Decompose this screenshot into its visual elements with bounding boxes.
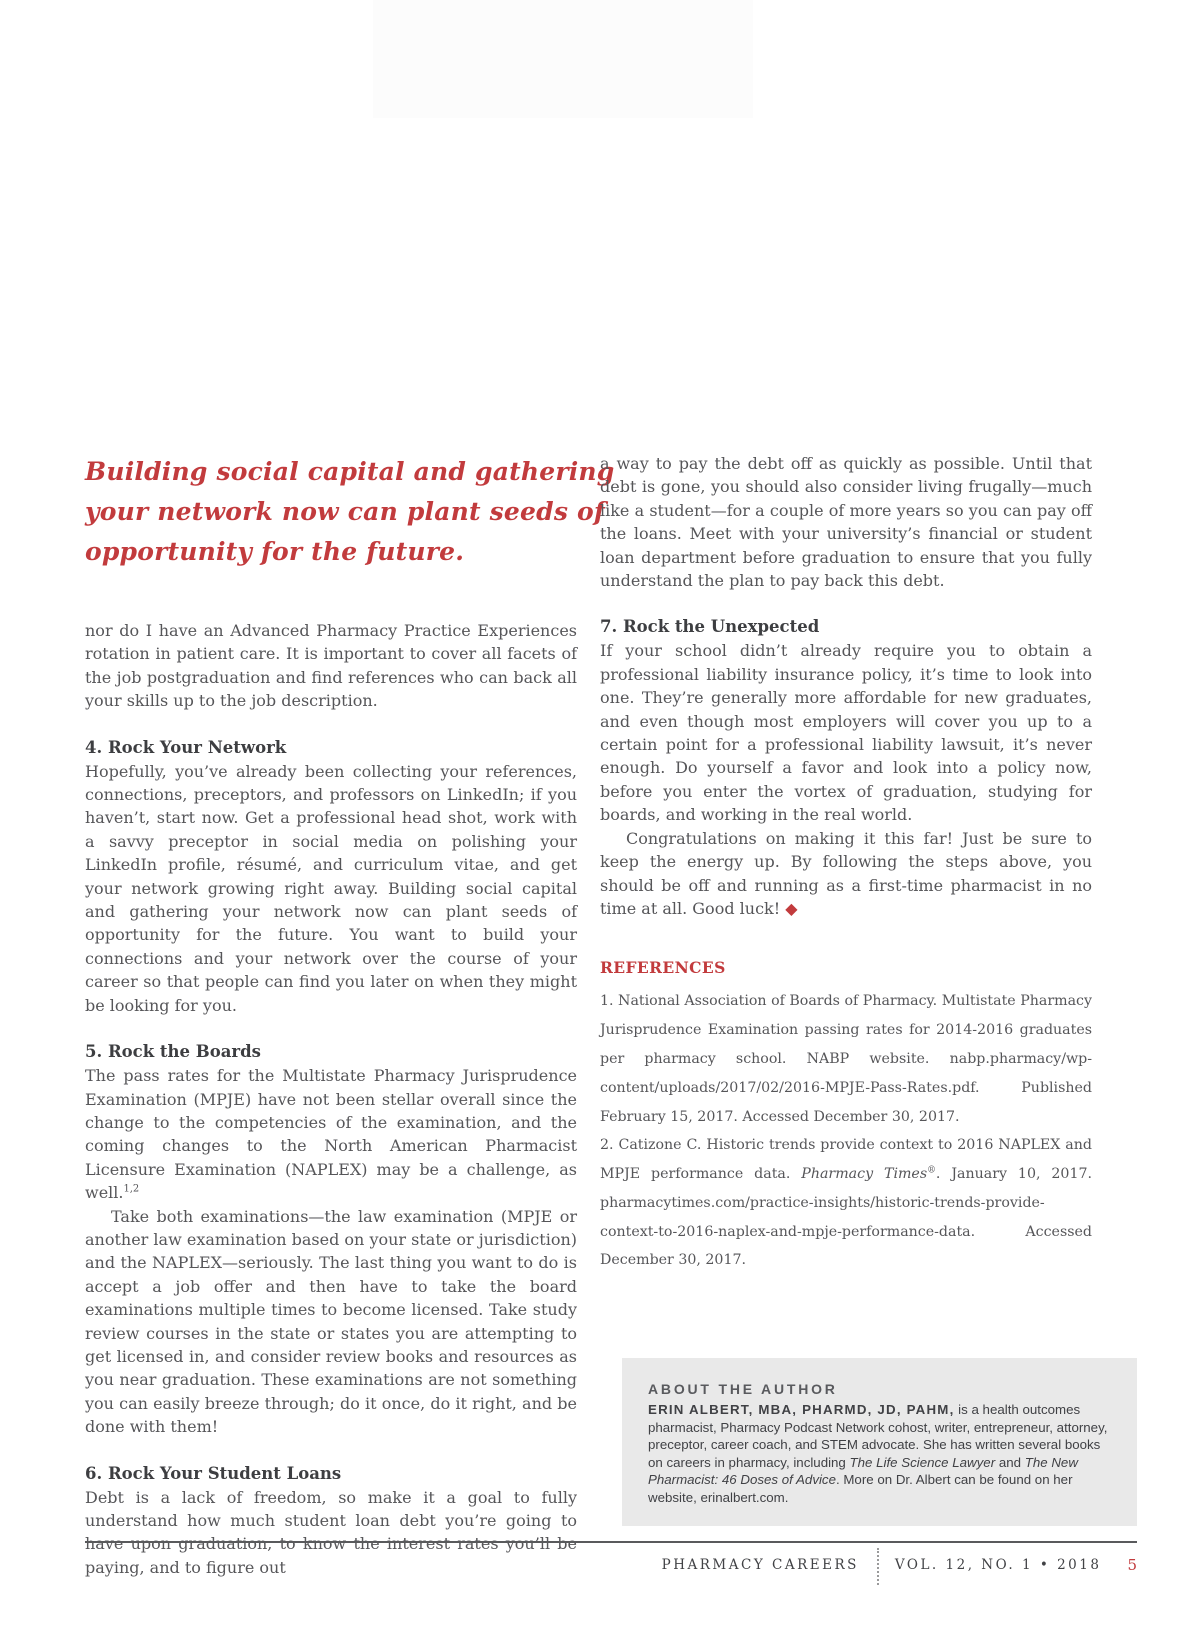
pull-quote-line: your network now can plant seeds of	[85, 497, 605, 526]
text-segment: Pharmacy Times	[801, 1166, 928, 1183]
paragraph-boards-2: Take both examinations—the law examination (MPJE or another law examination based on your state or jurisdiction) and the NAPLEX—seriously. The last thing you want to do is accept a job offer and then have to take the board examinations multiple times to become licensed. Take study review courses in the state or states you are attempting to get licensed in, and consider review books and resources as you near graduation. These examinations are not something you can easily breeze through; do it once, do it right, and be done with them!	[85, 1206, 577, 1437]
text-segment: ◆	[785, 898, 798, 918]
paragraph-intro: nor do I have an Advanced Pharmacy Practice Experiences rotation in patient care. It is important to cover all facets of the job postgraduation and find references who can back all your skills up to the job description.	[85, 621, 577, 711]
pull-quote-line: opportunity for the future.	[85, 537, 465, 566]
about-the-author-text	[648, 1401, 1111, 1506]
heading-rock-the-unexpected: 7. Rock the Unexpected	[600, 617, 820, 637]
page-top-image-remnant	[373, 0, 753, 118]
heading-rock-your-network: 4. Rock Your Network	[85, 737, 287, 757]
paragraph-loans: Debt is a lack of freedom, so make it a goal to fully understand how much student loan debt you’re going to have upon graduation, to know the interest rates you’ll be paying, and to figure out	[85, 1487, 577, 1577]
text-segment: 2. Catizone C. Historic trends provide context to 2016 NAPLEX and MPJE performance data.	[600, 1137, 1092, 1183]
page-number: 5	[1127, 1556, 1137, 1574]
footer-dotted-divider	[877, 1548, 879, 1585]
right-column	[600, 452, 1108, 1579]
paragraph-debt: a way to pay the debt off as quickly as possible. Until that debt is gone, you should also consider living frugally—much like a student—for a couple of more years so you can pay off the loans. Meet with your university’s financial or student loan department before graduation to ensure that you fully understand the plan to pay back this debt.	[600, 454, 1092, 591]
heading-rock-your-student-loans: 6. Rock Your Student Loans	[85, 1463, 342, 1483]
references-heading: REFERENCES	[600, 958, 726, 978]
text-segment: . More on Dr. Albert can be found on her website, erinalbert.com.	[648, 1472, 1073, 1505]
text-segment: is a health outcomes pharmacist, Pharmacy Podcast Network cohost, writer, entrepreneur, attorney, preceptor, career coach, and STEM advocate. She has written several books on careers in pharmacy, including	[648, 1402, 1108, 1470]
article-body	[85, 452, 1108, 1579]
text-segment: . January 10, 2017. pharmacytimes.com/practice-insights/historic-trends-provide-context-to-2016-naplex-and-mpje-performance-data. Accessed December 30, 2017.	[600, 1166, 1093, 1269]
text-segment: The Life Science Lawyer	[849, 1454, 996, 1470]
text-segment: 1. National Association of Boards of Pharmacy. Multistate Pharmacy Jurisprudence Examination passing rates for 2014-2016 graduates per pharmacy school. NABP website. nabp.pharmacy/wp-content/uploads/2017/02/2016-MPJE-Pass-Rates.pdf. Published February 15, 2017. Accessed December 30, 2017.	[600, 993, 1092, 1125]
text-segment: The New Pharmacist: 46 Doses of Advice	[648, 1454, 1078, 1487]
text-segment: 1,2	[123, 1183, 140, 1195]
journal-name: PHARMACY CAREERS	[661, 1557, 859, 1573]
text-segment: Congratulations on making it this far! Just be sure to keep the energy up. By following the steps above, you should be off and running as a first-time pharmacist in no time at all. Good luck!	[600, 828, 1092, 918]
paragraph-boards-1	[85, 1064, 577, 1204]
issue-info: VOL. 12, NO. 1 • 2018	[894, 1557, 1102, 1573]
paragraph-congratulations	[600, 827, 1092, 921]
page-footer	[85, 1541, 1137, 1587]
reference-item-1	[600, 987, 1092, 1131]
pull-quote	[85, 452, 615, 572]
reference-item-2	[600, 1131, 1092, 1275]
paragraph-network: Hopefully, you’ve already been collecting your references, connections, preceptors, and professors on LinkedIn; if you haven’t, start now. Get a professional head shot, work with a savvy preceptor in social media on polishing your LinkedIn profile, résumé, and curriculum vitae, and get your network growing right away. Building social capital and gathering your network now can plant seeds of opportunity for the future. You want to build your connections and your network over the course of your career so that people can find you later on when they might be looking for you.	[85, 761, 577, 1015]
text-segment: ERIN ALBERT, MBA, PHARMD, JD, PAHM,	[648, 1402, 955, 1417]
text-segment: The pass rates for the Multistate Pharmacy Jurisprudence Examination (MPJE) have not been stellar overall since the change to the competencies of the examination, and the coming changes to the North American Pharmacist Licensure Examination (NAPLEX) may be a challenge, as well.	[85, 1066, 577, 1203]
paragraph-unexpected: If your school didn’t already require you to obtain a professional liability insurance policy, it’s time to look into one. They’re generally more affordable for new graduates, and even though most employers will cover you up to a certain point for a professional liability lawsuit, it’s never enough. Do yourself a favor and look into a policy now, before you enter the vortex of graduation, studying for boards, and working in the real world.	[600, 641, 1092, 825]
heading-rock-the-boards: 5. Rock the Boards	[85, 1042, 261, 1062]
left-column	[85, 452, 615, 1579]
pull-quote-line: Building social capital and gathering	[85, 457, 615, 486]
text-segment: and	[995, 1454, 1025, 1470]
about-the-author-box	[622, 1358, 1137, 1526]
about-the-author-heading: ABOUT THE AUTHOR	[648, 1381, 838, 1397]
text-segment: ®	[927, 1165, 936, 1176]
